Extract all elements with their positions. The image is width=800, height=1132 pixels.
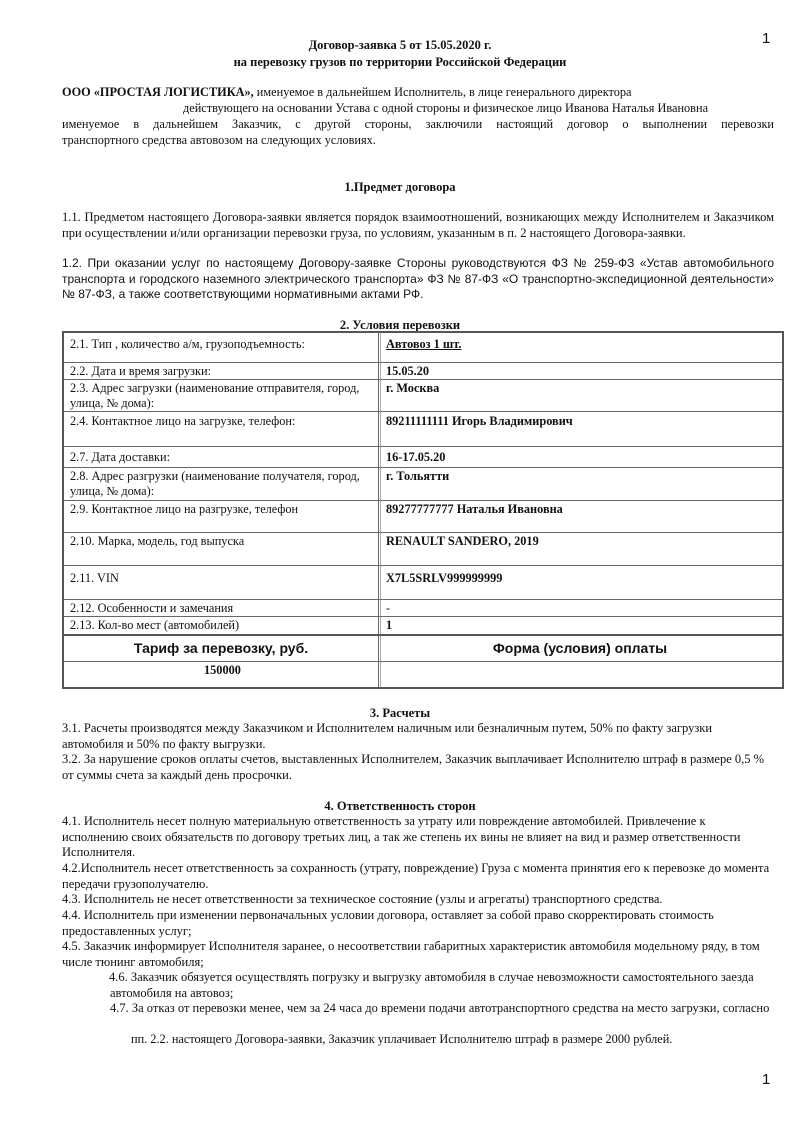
section-4-p7b: пп. 2.2. настоящего Договора-заявки, Заказчик уплачивает Исполнителю штраф в размере 2000 рублей.	[131, 1032, 673, 1046]
section-1-p2: 1.2. При оказании услуг по настоящему Договору-заявке Стороны руководствуются ФЗ № 259-ФЗ «Устав автомобильного транспорта и городского наземного электрического транспорта» ФЗ № 87-ФЗ «О транспортно-экспедиционной деятельности» № 87-ФЗ, а также соответствующими нормативными актами РФ.	[62, 256, 774, 301]
document-title: Договор-заявка 5 от 15.05.2020 г.	[308, 38, 492, 52]
section-4-p3: 4.3. Исполнитель не несет ответственности за техническое состояние (узлы и агрегаты) транспортного средства.	[62, 892, 663, 906]
table-row	[64, 468, 782, 501]
tariff-value: 150000	[204, 663, 241, 677]
company-name: ООО «ПРОСТАЯ ЛОГИСТИКА»,	[62, 85, 254, 99]
row-value: 16-17.05.20	[386, 450, 446, 464]
row-value: Автовоз 1 шт.	[386, 337, 462, 351]
table-row	[64, 333, 782, 363]
row-label: 2.8. Адрес разгрузки (наименование получателя, город, улица, № дома):	[70, 469, 360, 498]
row-value: 1	[386, 618, 393, 632]
table-row	[64, 412, 782, 447]
intro-line-1	[62, 85, 632, 101]
row-value: -	[386, 601, 391, 615]
intro-line-2: действующего на основании Устава с одной стороны и физическое лицо Иванова Наталья Ивановна	[183, 101, 709, 115]
row-label: 2.13. Кол-во мест (автомобилей)	[70, 618, 240, 632]
row-label: 2.3. Адрес загрузки (наименование отправителя, город, улица, № дома):	[70, 381, 360, 410]
table-row	[64, 566, 782, 600]
page-number-bottom: 1	[762, 1071, 771, 1088]
table-row	[64, 533, 782, 566]
row-value: 89211111111 Игорь Владимирович	[386, 414, 573, 428]
page-number-top: 1	[762, 30, 771, 47]
section-4-p1: 4.1. Исполнитель несет полную материальную ответственность за утрату или повреждение автомобилей. Привлечение к исполнению своих обязательств по договору третьих лиц, а так же степень их вины не влияет на вид и размер ответственности Исполнителя.	[62, 814, 741, 859]
section-3-p1: 3.1. Расчеты производятся между Заказчиком и Исполнителем наличным или безналичным путем, 50% по факту загрузки автомобиля и 50% по факту выгрузки.	[62, 721, 713, 751]
section-3-title: 3. Расчеты	[369, 706, 431, 720]
section-4-title: 4. Ответственность сторон	[324, 799, 476, 813]
row-label: 2.9. Контактное лицо на разгрузке, телефон	[70, 502, 299, 516]
table-row	[64, 447, 782, 468]
document-subtitle: на перевозку грузов по территории Российской Федерации	[233, 55, 567, 69]
table-row	[64, 380, 782, 412]
section-4-p7a: 4.7. За отказ от перевозки менее, чем за 24 часа до времени подачи автотранспортного средства на место загрузки, согласно	[110, 1001, 770, 1015]
table-row	[64, 363, 782, 380]
table-row	[64, 600, 782, 617]
tariff-header: Тариф за перевозку, руб.	[133, 640, 309, 656]
intro-line-3: именуемое в дальнейшем Заказчик, с другой стороны, заключили настоящий договор о выполнении перевозки	[62, 117, 774, 131]
section-1-p1: 1.1. Предметом настоящего Договора-заявки является порядок взаимоотношений, возникающих между Исполнителем и Заказчиком при осуществлении и/или организации перевозки груза, по условиям, указанным в п. 2 настоящего Договора-заявки.	[62, 210, 774, 240]
section-1-title: 1.Предмет договора	[344, 180, 456, 194]
row-label: 2.12. Особенности и замечания	[70, 601, 234, 615]
row-value: г. Тольятти	[386, 469, 450, 483]
row-value: г. Москва	[386, 381, 440, 395]
table-header-row	[64, 636, 782, 662]
row-value: X7L5SRLV999999999	[386, 571, 503, 585]
payment-header: Форма (условия) оплаты	[492, 640, 668, 656]
section-4-p5: 4.5. Заказчик информирует Исполнителя заранее, о несоответствии габаритных характеристик автомобиля модельному ряду, в том числе тюнинг автомобиля;	[62, 939, 760, 969]
row-label: 2.4. Контактное лицо на загрузке, телефон:	[70, 414, 296, 428]
row-label: 2.7. Дата доставки:	[70, 450, 171, 464]
section-4-p4: 4.4. Исполнитель при изменении первоначальных условии договора, оставляет за собой право скорректировать стоимость предоставленных услуг;	[62, 908, 714, 938]
conditions-table	[62, 331, 784, 689]
row-label: 2.10. Марка, модель, год выпуска	[70, 534, 245, 548]
table-row	[64, 501, 782, 533]
section-4-p2: 4.2.Исполнитель несет ответственность за сохранность (утрату, повреждение) Груза с момента принятия его к перевозке до момента передачи грузополучателю.	[62, 861, 770, 891]
row-label: 2.11. VIN	[70, 571, 119, 585]
row-label: 2.1. Тип , количество а/м, грузоподъемность:	[70, 337, 305, 351]
table-row	[64, 662, 782, 687]
section-2-title: 2. Условия перевозки	[339, 318, 461, 332]
section-3-p2: 3.2. За нарушение сроков оплаты счетов, выставленных Исполнителем, Заказчик выплачивает Исполнителю штраф в размере 0,5 % от суммы счета за каждый день просрочки.	[62, 752, 765, 782]
table-row	[64, 617, 782, 636]
row-value: 15.05.20	[386, 364, 430, 378]
section-4-p6: 4.6. Заказчик обязуется осуществлять погрузку и выгрузку автомобиля в случае невозможности самостоятельного заезда автомобиля на автовоз;	[109, 970, 754, 1000]
intro-line-4: транспортного средства автовозом на следующих условиях.	[62, 133, 376, 147]
row-label: 2.2. Дата и время загрузки:	[70, 364, 212, 378]
row-value: 89277777777 Наталья Ивановна	[386, 502, 563, 516]
intro-line-1-rest: именуемое в дальнейшем Исполнитель, в лице генерального директора	[253, 85, 632, 99]
row-value: RENAULT SANDERO, 2019	[386, 534, 539, 548]
